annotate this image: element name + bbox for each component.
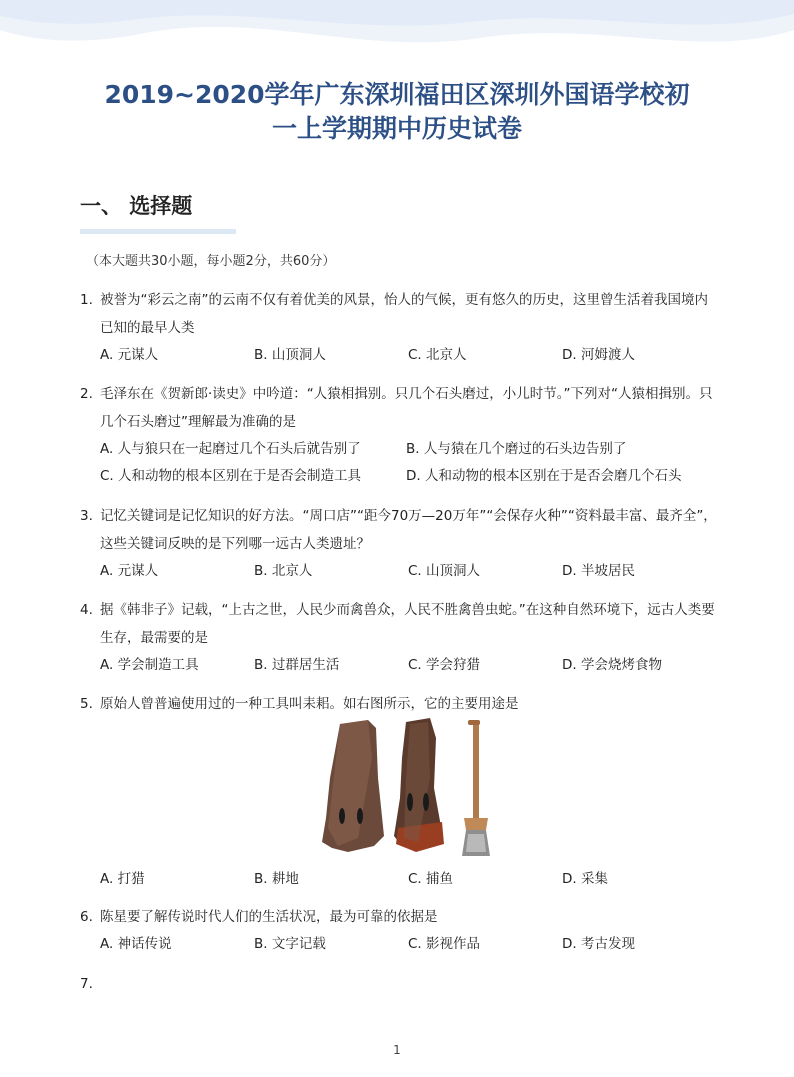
question-3 <box>80 502 720 585</box>
question-1 <box>80 286 720 369</box>
question-number: 5. <box>80 696 93 712</box>
question-2 <box>80 380 720 490</box>
question-text: 毛泽东在《贺新郎·读史》中吟道：“人猿相揖别。只几个石头磨过，小儿时节。”下列对“人猿相揖别。只几个石头磨过”理解最为准确的是 <box>100 386 713 430</box>
title-line-1: 2019~2020学年广东深圳福田区深圳外国语学校初 <box>104 80 690 109</box>
question-number: 1. <box>80 292 93 308</box>
option-b: B. 过群居生活 <box>254 657 340 673</box>
option-c: C. 山顶洞人 <box>408 563 481 579</box>
section-underline <box>80 229 236 234</box>
question-text: 原始人曾普遍使用过的一种工具叫耒耜。如右图所示，它的主要用途是 <box>100 696 519 712</box>
question-number: 2. <box>80 386 93 402</box>
page-number: 1 <box>393 1043 401 1057</box>
question-number: 6. <box>80 909 93 925</box>
question-4 <box>80 596 720 679</box>
option-c: C. 捕鱼 <box>408 871 454 887</box>
question-text: 陈星要了解传说时代人们的生活状况，最为可靠的依据是 <box>100 909 438 925</box>
option-a: A. 元谋人 <box>100 347 159 363</box>
option-d: D. 河姆渡人 <box>562 347 635 363</box>
option-c: C. 影视作品 <box>408 936 481 952</box>
question-number: 3. <box>80 508 93 524</box>
option-d: D. 半坡居民 <box>562 563 635 579</box>
option-c: C. 北京人 <box>408 347 467 363</box>
header-wave-decoration <box>0 0 794 70</box>
option-a: A. 元谋人 <box>100 563 159 579</box>
option-d: D. 采集 <box>562 871 608 887</box>
option-c: C. 学会狩猎 <box>408 657 481 673</box>
option-b: B. 北京人 <box>254 563 313 579</box>
option-b: B. 耕地 <box>254 871 299 887</box>
option-b: B. 人与猿在几个磨过的石头边告别了 <box>406 441 627 457</box>
option-a: A. 学会制造工具 <box>100 657 199 673</box>
section-heading: 一、 选择题 <box>80 194 193 218</box>
question-text: 记忆关键词是记忆知识的好方法。“周口店”“距今70万—20万年”“会保存火种”“资料最丰富、最齐全”，这些关键词反映的是下列哪一远古人类遗址？ <box>100 508 717 552</box>
question-5 <box>80 690 720 718</box>
question-text: 据《韩非子》记载，“上古之世，人民少而禽兽众，人民不胜禽兽虫蛇。”在这种自然环境下，远古人类要生存，最需要的是 <box>100 602 715 646</box>
option-a: A. 打猎 <box>100 871 145 887</box>
question-5-options <box>80 866 720 893</box>
option-a: A. 人与狼只在一起磨过几个石头后就告别了 <box>100 441 361 457</box>
option-a: A. 神话传说 <box>100 936 172 952</box>
question-text: 被誉为“彩云之南”的云南不仅有着优美的风景，怡人的气候，更有悠久的历史，这里曾生活着我国境内已知的最早人类 <box>100 292 708 336</box>
question-number: 7. <box>80 976 93 992</box>
option-b: B. 山顶洞人 <box>254 347 326 363</box>
option-d: D. 学会烧烤食物 <box>562 657 662 673</box>
section-instructions: （本大题共30小题，每小题2分，共60分） <box>86 254 336 269</box>
option-c: C. 人和动物的根本区别在于是否会制造工具 <box>100 468 362 484</box>
lei-si-tool-image <box>318 718 496 862</box>
title-line-2: 一上学期期中历史试卷 <box>271 114 522 143</box>
document-title <box>60 78 734 146</box>
question-7 <box>80 970 720 998</box>
question-6 <box>80 903 720 958</box>
option-d: D. 考古发现 <box>562 936 635 952</box>
question-number: 4. <box>80 602 93 618</box>
option-d: D. 人和动物的根本区别在于是否会磨几个石头 <box>406 468 682 484</box>
option-b: B. 文字记载 <box>254 936 326 952</box>
